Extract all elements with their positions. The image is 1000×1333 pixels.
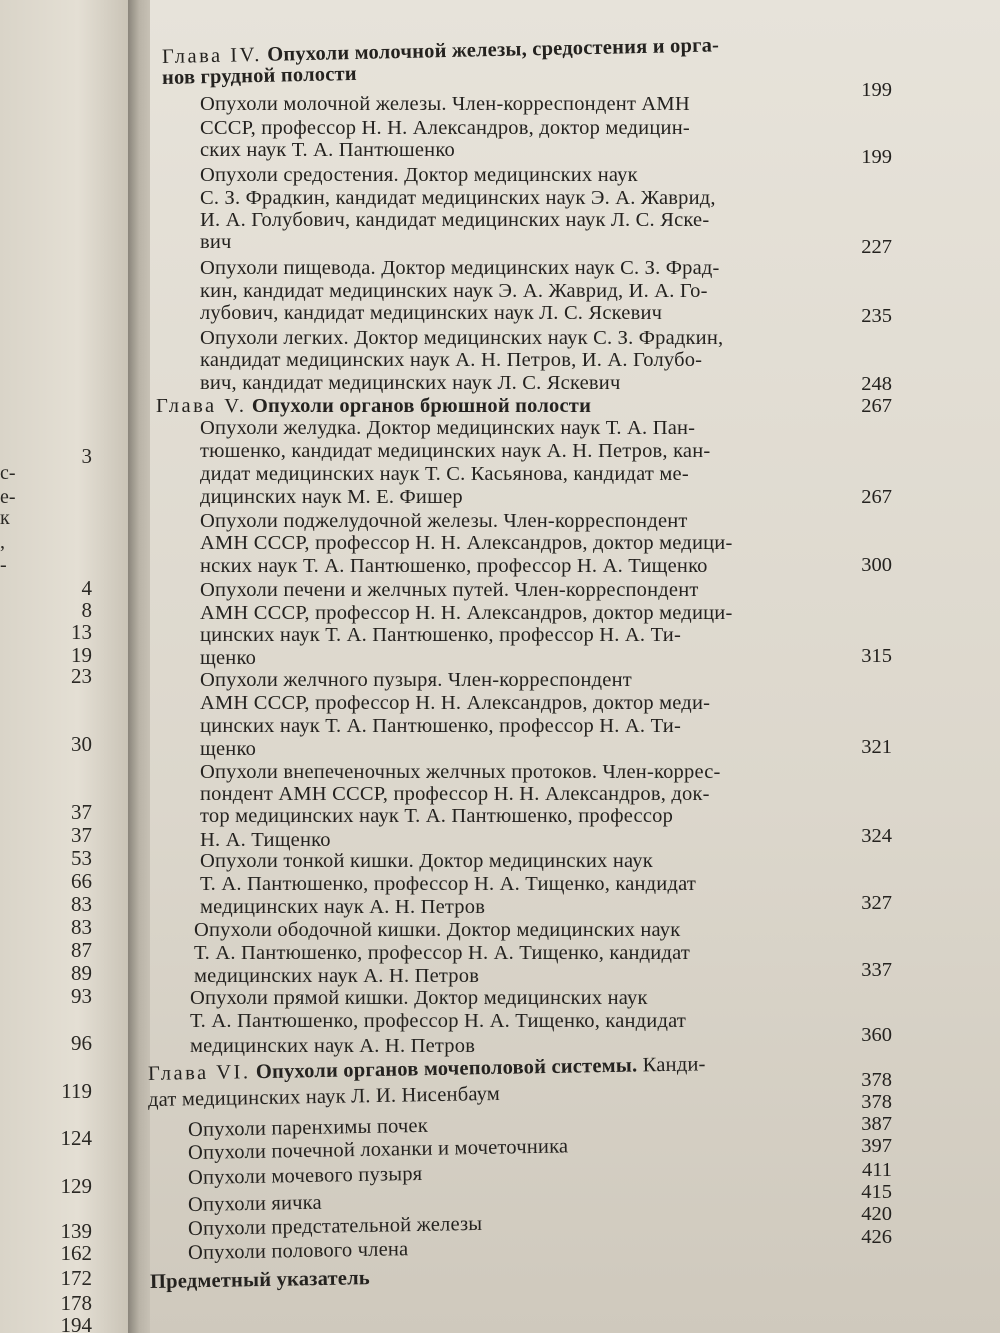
toc-entry-line: дидат медицинских наук Т. С. Касьянова, кандидат ме- — [200, 463, 689, 485]
left-fragment: к — [0, 507, 10, 529]
left-fragment: е- — [0, 486, 16, 508]
left-page-number: 129 — [60, 1174, 92, 1198]
left-page-number: 87 — [71, 938, 92, 962]
left-page-number: 96 — [71, 1031, 92, 1055]
left-page-number: 162 — [60, 1241, 92, 1265]
toc-entry-line: Опухоли средостения. Доктор медицинских наук — [200, 164, 638, 186]
toc-entry-line: лубович, кандидат медицинских наук Л. С. Яскевич — [200, 302, 663, 324]
toc-entry-line: Т. А. Пантюшенко, профессор Н. А. Тищенко, кандидат — [190, 1010, 687, 1032]
toc-entry-line: щенко — [200, 738, 257, 760]
left-page-number: 19 — [71, 643, 92, 667]
left-fragment: , — [0, 531, 5, 553]
chapter-heading — [156, 396, 591, 417]
toc-entry-line: Опухоли пищевода. Доктор медицинских наук С. З. Фрад- — [200, 257, 720, 279]
left-page-number: 8 — [81, 598, 92, 622]
toc-entry-line: ских наук Т. А. Пантюшенко — [200, 139, 455, 161]
page-number: 415 — [861, 1181, 892, 1203]
page-number: 324 — [861, 825, 892, 847]
left-fragment: с- — [0, 462, 16, 484]
toc-entry-line: Н. А. Тищенко — [200, 829, 331, 851]
chapter-label: Глава IV. — [161, 43, 263, 68]
page-number: 420 — [861, 1203, 892, 1225]
toc-entry-line: АМН СССР, профессор Н. Н. Александров, доктор меди- — [200, 692, 711, 714]
left-page-number: 37 — [71, 800, 92, 824]
page-number: 267 — [861, 395, 892, 417]
toc-entry-line: Опухоли желчного пузыря. Член-корреспондент — [200, 669, 632, 691]
toc-entry-line: Т. А. Пантюшенко, профессор Н. А. Тищенко, кандидат — [200, 873, 697, 895]
chapter-title: Опухоли органов мочеполовой системы. — [255, 1054, 638, 1084]
toc-entry-line: АМН СССР, профессор Н. Н. Александров, доктор медици- — [200, 532, 733, 554]
toc-entry-line: нских наук Т. А. Пантюшенко, профессор Н. А. Тищенко — [200, 555, 708, 577]
left-page-number: 194 — [60, 1313, 92, 1333]
left-page-number: 83 — [71, 915, 92, 939]
page-number: 199 — [861, 79, 892, 101]
left-page-number: 139 — [60, 1219, 92, 1243]
chapter-title: Опухоли органов брюшной полости — [251, 395, 592, 417]
left-page-number: 37 — [71, 823, 92, 847]
toc-entry-line: И. А. Голубович, кандидат медицинских наук Л. С. Яске- — [200, 209, 710, 231]
toc-entry-line: АМН СССР, профессор Н. Н. Александров, доктор медици- — [200, 602, 733, 624]
toc-entry-line: Опухоли прямой кишки. Доктор медицинских наук — [190, 987, 648, 1009]
chapter-title-cont: нов грудной полости — [161, 62, 358, 89]
toc-entry-line: Опухоли яичка — [187, 1191, 323, 1216]
chapter-author-line: дат медицинских наук Л. И. Нисенбаум — [147, 1082, 501, 1111]
toc-entry-line: медицинских наук А. Н. Петров — [194, 965, 480, 987]
toc-entry-line: Опухоли печени и желчных путей. Член-корреспондент — [200, 579, 699, 601]
toc-entry-line: вич — [200, 231, 232, 253]
toc-entry-line: тор медицинских наук Т. А. Пантюшенко, профессор — [200, 805, 674, 827]
page-number: 300 — [861, 554, 892, 576]
page-number: 360 — [861, 1024, 892, 1046]
toc-entry-line: тюшенко, кандидат медицинских наук А. Н. Петров, кан- — [200, 440, 711, 462]
left-page-number: 23 — [71, 664, 92, 688]
page-number: 321 — [861, 736, 892, 758]
toc-entry-line: кин, кандидат медицинских наук Э. А. Жаврид, И. А. Го- — [200, 280, 708, 302]
left-page — [0, 0, 130, 1333]
toc-entry-line: Опухоли предстательной железы — [187, 1212, 483, 1240]
chapter-title: Опухоли молочной железы, средостения и орга- — [266, 34, 720, 66]
chapter-heading — [148, 1054, 706, 1084]
toc-entry-line: кандидат медицинских наук А. Н. Петров, И. А. Голубо- — [200, 349, 703, 371]
left-fragment: - — [0, 554, 7, 576]
left-page-number: 124 — [60, 1126, 92, 1150]
left-page-number: 178 — [60, 1291, 92, 1315]
chapter-heading — [162, 35, 719, 67]
left-page-number: 53 — [71, 846, 92, 870]
toc-entry-line: Опухоли почечной лоханки и мочеточника — [187, 1135, 569, 1164]
toc-entry-line: Опухоли молочной железы. Член-корреспондент АМН — [200, 93, 690, 115]
page-number: 199 — [861, 146, 892, 168]
page-number: 267 — [861, 486, 892, 508]
toc-entry-line: вич, кандидат медицинских наук Л. С. Яскевич — [200, 372, 621, 394]
toc-entry-line: Опухоли паренхимы почек — [187, 1114, 429, 1141]
page-number: 248 — [861, 373, 892, 395]
toc-entry-line: Опухоли поджелудочной железы. Член-корреспондент — [200, 510, 688, 532]
page-number: 397 — [861, 1135, 892, 1157]
left-page-number: 83 — [71, 892, 92, 916]
toc-entry-line: Опухоли желудка. Доктор медицинских наук Т. А. Пан- — [200, 417, 696, 439]
page-number: 411 — [862, 1159, 892, 1181]
page-number: 227 — [861, 236, 892, 258]
left-page-number: 89 — [71, 961, 92, 985]
left-page-number: 172 — [60, 1266, 92, 1290]
toc-entry-line: Опухоли легких. Доктор медицинских наук С. З. Фрадкин, — [200, 327, 724, 349]
toc-entry-line: медицинских наук А. Н. Петров — [200, 896, 486, 918]
page-number: 426 — [861, 1226, 892, 1248]
left-page-number: 13 — [71, 620, 92, 644]
toc-entry-line: Опухоли мочевого пузыря — [187, 1162, 423, 1189]
subject-index-entry: Предметный указатель — [149, 1267, 371, 1293]
chapter-title-cont: Канди- — [642, 1053, 706, 1077]
table-of-contents-page — [147, 0, 1000, 1333]
left-page-number: 4 — [81, 576, 92, 600]
page-number: 235 — [861, 305, 892, 327]
page-number: 378 — [861, 1091, 892, 1113]
page-number: 315 — [861, 645, 892, 667]
toc-entry-line: цинских наук Т. А. Пантюшенко, профессор Н. А. Ти- — [200, 624, 681, 646]
toc-entry-line: С. З. Фрадкин, кандидат медицинских наук Э. А. Жаврид, — [200, 187, 716, 209]
left-page-number: 93 — [71, 984, 92, 1008]
toc-entry-line: цинских наук Т. А. Пантюшенко, профессор Н. А. Ти- — [200, 715, 681, 737]
toc-entry-line: Опухоли полового члена — [187, 1238, 409, 1264]
toc-entry-line: дицинских наук М. Е. Фишер — [200, 486, 463, 508]
toc-entry-line: медицинских наук А. Н. Петров — [190, 1035, 476, 1057]
left-page-number: 3 — [81, 444, 92, 468]
toc-entry-line: Опухоли внепеченочных желчных протоков. Член-коррес- — [200, 761, 721, 783]
page-number: 327 — [861, 892, 892, 914]
left-page-number: 30 — [71, 732, 92, 756]
toc-entry-line: щенко — [200, 647, 257, 669]
toc-entry-line: Опухоли тонкой кишки. Доктор медицинских наук — [200, 850, 653, 872]
chapter-label: Глава V. — [156, 395, 247, 417]
page-number: 378 — [861, 1069, 892, 1091]
toc-entry-line: СССР, профессор Н. Н. Александров, доктор медицин- — [200, 117, 690, 139]
chapter-label: Глава VI. — [147, 1061, 251, 1085]
toc-entry-line: Т. А. Пантюшенко, профессор Н. А. Тищенко, кандидат — [194, 942, 691, 964]
page-number: 337 — [861, 959, 892, 981]
toc-entry-line: Опухоли ободочной кишки. Доктор медицинских наук — [194, 919, 681, 941]
toc-entry-line: пондент АМН СССР, профессор Н. Н. Александров, док- — [200, 783, 710, 805]
left-page-number: 119 — [61, 1079, 92, 1103]
page-number: 387 — [861, 1113, 892, 1135]
left-page-number: 66 — [71, 869, 92, 893]
